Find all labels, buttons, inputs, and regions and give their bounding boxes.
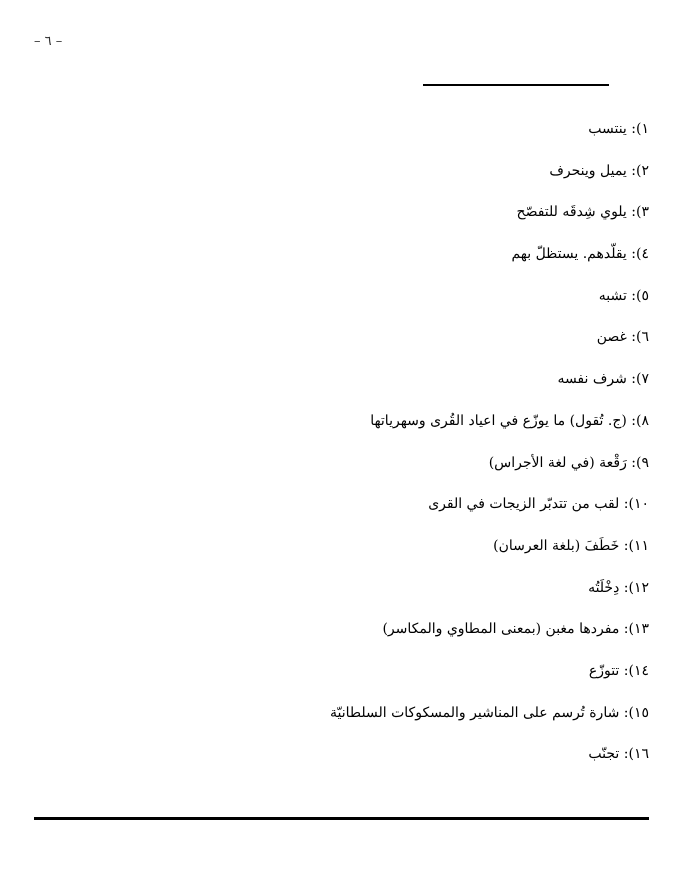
footnote-item: ١٤): تتوزّع xyxy=(588,662,649,679)
footnote-item: ١١): خَطَفَ (بلغة العرسان) xyxy=(493,537,649,554)
footnote-item: ٢): يميل وينحرف xyxy=(549,162,649,179)
footnote-item: ٦): غصن xyxy=(596,329,649,346)
footnote-item: ٥): تشبه xyxy=(598,287,649,304)
footnote-item: ٣): يلوي شِدقَه للتفصّح xyxy=(516,204,649,221)
footnote-separator-line xyxy=(423,84,609,86)
footnote-item: ١٣): مفردها مغبن (بمعنى المطاوي والمكاسر) xyxy=(382,621,649,638)
footnote-item: ١٦): تجنّب xyxy=(588,746,649,763)
footnote-item: ١٠): لقب من تتدبّر الزيجات في القرى xyxy=(428,496,649,513)
footnotes-list xyxy=(29,118,649,785)
footnote-item: ٧): شرف نفسه xyxy=(557,371,649,388)
footnote-item: ٩): رَقْعة (في لغة الأجراس) xyxy=(488,454,649,471)
page-bottom-rule xyxy=(34,817,649,820)
footnote-item: ١): ينتسب xyxy=(588,121,649,137)
footnote-item: ٨): (ج. تُقول) ما يوزّع في اعياد القُرى وسهرياتها xyxy=(370,412,649,429)
footnote-item: ١٥): شارة تُرسم على المناشير والمسكوكات السلطانيّة xyxy=(330,704,649,721)
footnote-item: ١٢): دِخْلَتُه xyxy=(588,579,649,596)
footnote-item: ٤): يقلّدهم. يستظلّ بهم xyxy=(511,246,649,263)
page-number: – ٦ – xyxy=(34,34,63,49)
